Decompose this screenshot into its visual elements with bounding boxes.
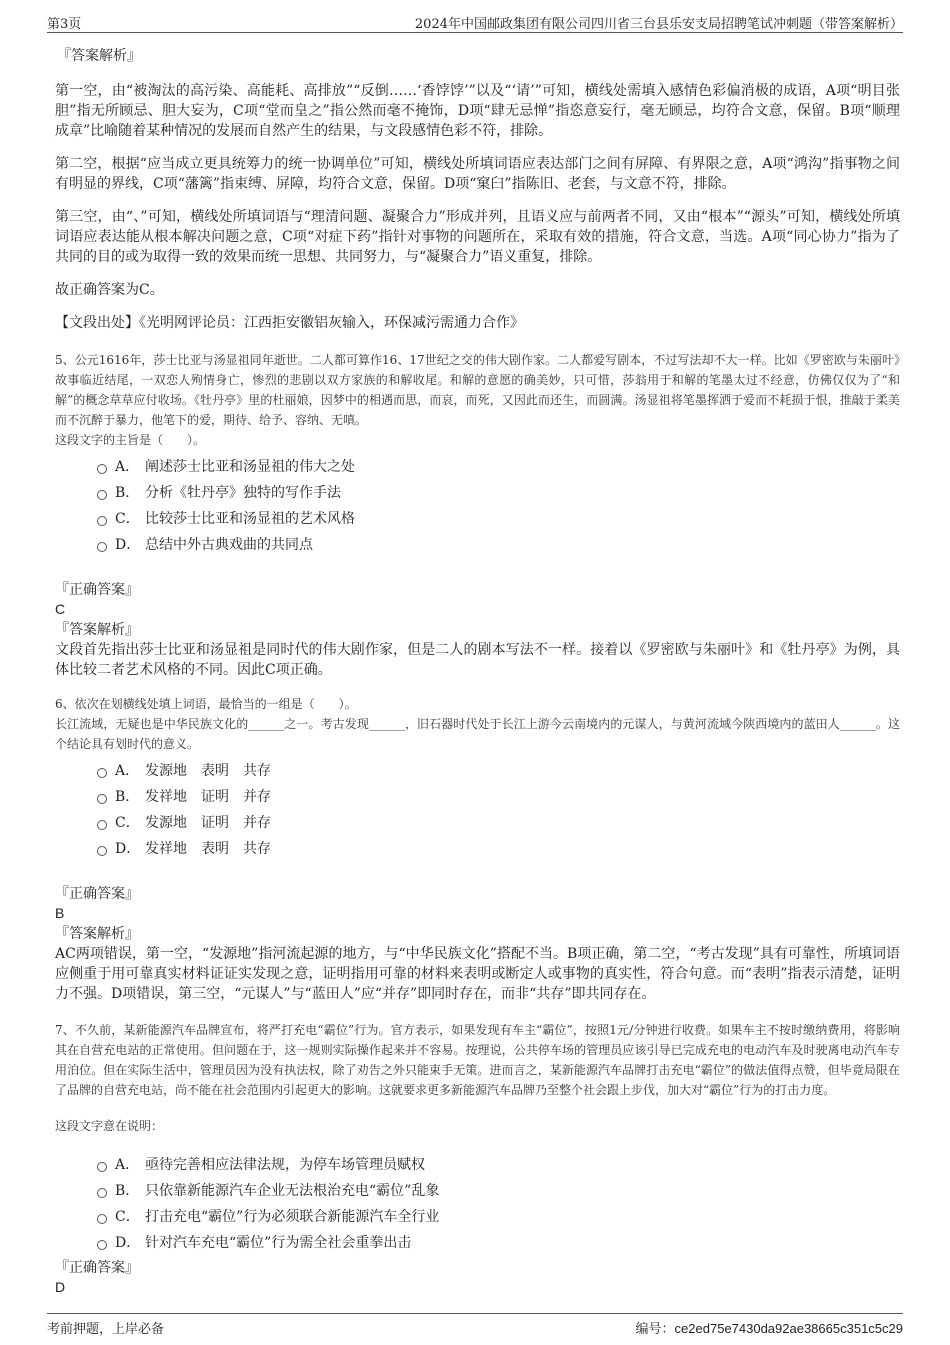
q7-option-d[interactable]: D． 针对汽车充电“霸位”行为需全社会重拳出击	[97, 1230, 900, 1256]
page-footer	[47, 1313, 903, 1338]
q6-stem: 6、依次在划横线处填上词语，最恰当的一组是（ ）。	[55, 697, 357, 711]
radio-icon[interactable]	[97, 846, 107, 856]
footer-slogan: 考前押题，上岸必备	[47, 1322, 165, 1337]
q7-options	[97, 1152, 900, 1256]
radio-icon[interactable]	[97, 768, 107, 778]
q4-conclusion: 故正确答案为C。	[55, 282, 164, 298]
q6-analysis-label: 『答案解析』	[55, 926, 139, 942]
q6-answer-label: 『正确答案』	[55, 886, 139, 902]
footer-code	[636, 1318, 903, 1337]
q5-option-b[interactable]: B． 分析《牡丹亭》独特的写作手法	[97, 480, 900, 506]
radio-icon[interactable]	[97, 464, 107, 474]
q5-option-d[interactable]: D． 总结中外古典戏曲的共同点	[97, 532, 900, 558]
q5-option-c[interactable]: C． 比较莎士比亚和汤显祖的艺术风格	[97, 506, 900, 532]
radio-icon[interactable]	[97, 820, 107, 830]
q4-source-label: 【文段出处】	[55, 315, 139, 331]
q6-option-c[interactable]: C． 发源地 证明 并存	[97, 810, 900, 836]
q7-option-a[interactable]: A． 亟待完善相应法律法规，为停车场管理员赋权	[97, 1152, 900, 1178]
radio-icon[interactable]	[97, 794, 107, 804]
q5-block	[55, 350, 900, 680]
radio-icon[interactable]	[97, 516, 107, 526]
q4-analysis-label: 『答案解析』	[57, 48, 141, 64]
q4-analysis-p3: 第三空，由“、”可知，横线处所填词语与“理清问题、凝聚合力”形成并列，且语义应与前两者不同，又由“根本”“源头”可知，横线处所填词语应表达能从根本解决问题之意，C项“对症下药”指针对事物的问题所在，采取有效的措施，符合文意，当选。A项“同心协力”指为了共同的目的或为取得一致的效果而统一思想、共同努力，与“凝聚合力”语义重复，排除。	[55, 209, 900, 265]
q5-option-a[interactable]: A． 阐述莎士比亚和汤显祖的伟大之处	[97, 454, 900, 480]
radio-icon[interactable]	[97, 1214, 107, 1224]
q5-analysis-label: 『答案解析』	[55, 622, 139, 638]
page-content	[55, 46, 900, 1296]
q6-answer: B	[55, 905, 65, 921]
q7-stem: 7、不久前，某新能源汽车品牌宣布，将严打充电“霸位”行为。官方表示，如果发现有车主“霸位”，按照1元/分钟进行收费。如果车主不按时缴纳费用，将影响其在自营充电站的正常使用。但问题在于，这一规则实际操作起来并不容易。按理说，公共停车场的管理员应该引导已完成充电的电动汽车及时驶离电动汽车专用泊位。但在实际生活中，管理员因为没有执法权，除了劝告之外只能束手无策。进而言之，某新能源汽车品牌打击充电“霸位”的做法值得点赞，但毕竟局限在了品牌的自营充电站，尚不能在社会范围内引起更大的影响。这就要求更多新能源汽车品牌乃至整个社会跟上步伐，加大对“霸位”行为的打击力度。	[55, 1023, 900, 1097]
q5-prompt: 这段文字的主旨是（ ）。	[55, 433, 206, 447]
q5-answer-label: 『正确答案』	[55, 582, 139, 598]
page-header	[47, 10, 903, 33]
q6-option-a[interactable]: A． 发源地 表明 共存	[97, 758, 900, 784]
q5-analysis: 文段首先指出莎士比亚和汤显祖是同时代的伟大剧作家，但是二人的剧本写法不一样。接着以《罗密欧与朱丽叶》和《牡丹亭》为例，具体比较二者艺术风格的不同。因此C项正确。	[55, 642, 900, 678]
q7-option-c[interactable]: C． 打击充电“霸位”行为必须联合新能源汽车全行业	[97, 1204, 900, 1230]
q5-stem: 5、公元1616年，莎士比亚与汤显祖同年逝世。二人都可算作16、17世纪之交的伟大剧作家。二人都爱写剧本，不过写法却不大一样。比如《罗密欧与朱丽叶》故事临近结尾，一双恋人殉情身亡，惨烈的悲剧以双方家族的和解收尾。和解的意愿的确美妙，只可惜，莎翁用于和解的笔墨太过不经意，仿佛仅仅为了“和解”的概念草草应付收场。《牡丹亭》里的杜丽娘，因梦中的相遇而思，而哀，而死，又因此而还生，而圆满。汤显祖将笔墨挥洒于爱而不耗损于恨，推敲于柔美而不沉醉于暴力，他笔下的爱，期待、给予、容纳、无嗔。	[55, 353, 900, 427]
q7-answer-label: 『正确答案』	[55, 1260, 139, 1276]
q6-analysis: AC两项错误，第一空，“发源地”指河流起源的地方，与“中华民族文化”搭配不当。B项正确，第二空，“考古发现”具有可靠性，所填词语应侧重于用可靠真实材料证证实发现之意，证明指用可靠的材料来表明或断定人或事物的真实性，符合句意。而“表明”指表示清楚，证明力不强。D项错误，第三空，“元谋人”与“蓝田人”应“并存”即同时存在，而非“共存”即共同存在。	[55, 946, 900, 1002]
radio-icon[interactable]	[97, 542, 107, 552]
q7-block	[55, 1020, 900, 1296]
radio-icon[interactable]	[97, 1162, 107, 1172]
q5-answer: C	[55, 601, 66, 617]
q4-source	[55, 313, 900, 333]
footer-code-label: 编号：	[635, 1322, 675, 1337]
document-title: 2024年中国邮政集团有限公司四川省三台县乐安支局招聘笔试冲刺题（带答案解析）	[414, 17, 903, 32]
q7-option-b[interactable]: B． 只依靠新能源汽车企业无法根治充电“霸位”乱象	[97, 1178, 900, 1204]
q6-option-d[interactable]: D． 发祥地 表明 共存	[97, 836, 900, 862]
q7-answer: D	[55, 1279, 66, 1295]
q6-options	[97, 758, 900, 862]
q5-options	[97, 454, 900, 558]
radio-icon[interactable]	[97, 1188, 107, 1198]
q7-prompt: 这段文字意在说明：	[55, 1119, 164, 1133]
q6-block	[55, 694, 900, 1004]
radio-icon[interactable]	[97, 1240, 107, 1250]
q6-option-b[interactable]: B． 发祥地 证明 并存	[97, 784, 900, 810]
q4-block	[55, 46, 900, 333]
q4-source-text: 《光明网评论员：江西拒安徽铝灰输入，环保减污需通力合作》	[139, 315, 524, 331]
radio-icon[interactable]	[97, 490, 107, 500]
q6-text: 长江流域，无疑也是中华民族文化的______之一。考古发现______，旧石器时代处于长江上游今云南境内的元谋人，与黄河流域今陕西境内的蓝田人______。这个结论具有划时代的意义。	[55, 717, 900, 751]
page-number: 第3页	[47, 17, 82, 32]
footer-code-value: ce2ed75e7430da92ae38665c351c5c29	[674, 1321, 903, 1336]
q4-analysis-p2: 第二空，根据“应当成立更具统筹力的统一协调单位”可知，横线处所填词语应表达部门之间有屏障、有界限之意，A项“鸿沟”指事物之间有明显的界线，C项“藩篱”指束缚、屏障，均符合文意，保留。D项“窠臼”指陈旧、老套，与文意不符，排除。	[55, 156, 900, 192]
q4-analysis-p1: 第一空，由“被淘汰的高污染、高能耗、高排放”“反倒……‘香饽饽’”以及“‘请’”可知，横线处需填入感情色彩偏消极的成语，A项“明目张胆”指无所顾忌、胆大妄为，C项“堂而皇之”指公然而毫不掩饰，D项“肆无忌惮”指恣意妄行，毫无顾忌，均符合文意，保留。B项“顺理成章”比喻随着某种情况的发展而自然产生的结果，与文段感情色彩不符，排除。	[55, 83, 900, 139]
